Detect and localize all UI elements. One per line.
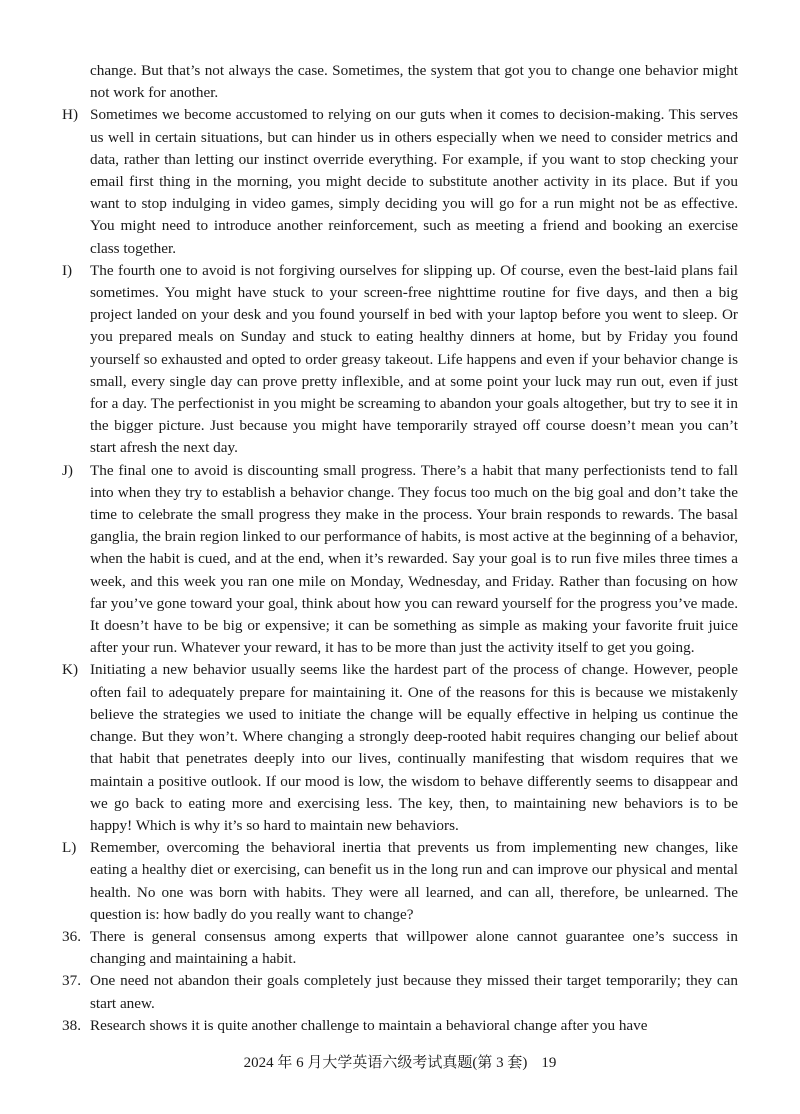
paragraph-text: Initiating a new behavior usually seems like the hardest part of the process of change. However, people often fail to adequately prepare for maintaining it. One of the reasons for this is because we mistakenly believe the strategies we used to initiate the change will be equally effective in helping us continue the change. But they won’t. Where changing a strongly deep-rooted habit requires changing our belief about that habit that penetrates deeply into our lives, continually manifesting that wisdom requires that we maintain a positive outlook. If our mood is low, the wisdom to behave differently seems to disappear and we go back to eating more and exercising less. The key, then, to maintaining new behaviors is to be happy! Which is why it’s so hard to maintain new behaviors. [90, 661, 738, 834]
paragraph-text: Sometimes we become accustomed to relying on our guts when it comes to decision-making. This serves us well in certain situations, but can hinder us in others especially when we need to consider metrics and data, rather than letting our instinct override everything. For example, if you want to stop checking your email first thing in the morning, you might decide to substitute another activity in its place. But if you want to stop indulging in video games, simply deciding you will go for a run might not be as effective. You might need to introduce another reinforcement, such as meeting a friend and booking an exercise class together. [90, 106, 738, 257]
paragraph-text: The final one to avoid is discounting small progress. There’s a habit that many perfectionists tend to fall into when they try to establish a behavior change. They focus too much on the big goal and don’t take the time to celebrate the small progress they make in the process. Your brain responds to rewards. The basal ganglia, the brain region linked to our performance of habits, is most active at the beginning of a behavior, when the habit is cued, and at the end, when it’s rewarded. Say your goal is to run five miles three times a week, and this week you ran one mile on Monday, Wednesday, and Friday. Rather than focusing on how far you’ve gone toward your goal, think about how you can reward yourself for the progress you’ve made. It doesn’t have to be big or expensive; it can be something as simple as making your favorite fruit juice after your run. Whatever your reward, it has to be more than just the activity itself to get you going. [90, 461, 738, 657]
paragraph-text: The fourth one to avoid is not forgiving ourselves for slipping up. Of course, even the best-laid plans fail sometimes. You might have stuck to your screen-free nighttime routine for five days, and then a big project landed on your desk and you found yourself in bed with your laptop before you went to sleep. Or you prepared meals on Sunday and stuck to eating healthy dinners at home, but by Friday you found yourself so exhausted and opted to order greasy takeout. Life happens and even if your behavior change is small, every single day can prove pretty inflexible, and at some point your luck may run out, even if just for a day. The perfectionist in you might be screaming to abandon your goals altogether, but try to see it in the bigger picture. Just because you might have temporarily strayed off course doesn’t mean you can’t start afresh the next day. [90, 261, 738, 457]
paragraph-label: J) [62, 461, 73, 479]
footer-title: 2024 年 6 月大学英语六级考试真题(第 3 套) [243, 1055, 528, 1071]
page-footer [0, 1051, 800, 1072]
question-text: Research shows it is quite another challenge to maintain a behavioral change after you have [90, 1016, 648, 1034]
page-number: 19 [541, 1055, 557, 1071]
question-number: 37. [62, 972, 81, 990]
paragraph-label: K) [62, 661, 79, 679]
paragraph-k [62, 659, 738, 837]
question-number: 36. [62, 927, 81, 945]
question-36 [62, 926, 738, 970]
question-text: There is general consensus among experts that willpower alone cannot guarantee one’s success in changing and maintaining a habit. [90, 927, 738, 968]
paragraph-text: Remember, overcoming the behavioral inertia that prevents us from implementing new changes, like eating a healthy diet or exercising, can benefit us in the long run and can improve our physical and mental health. No one was born with habits. They were all learned, and can all, therefore, be unlearned. The question is: how badly do you really want to change? [90, 839, 738, 923]
paragraph-label: I) [62, 261, 73, 279]
question-37 [62, 970, 738, 1014]
question-38 [62, 1015, 738, 1037]
passage-content [62, 60, 738, 1037]
paragraph-g-continuation: change. But that’s not always the case. Sometimes, the system that got you to change one behavior might not work for another. [90, 62, 738, 102]
paragraph-l [62, 837, 738, 926]
paragraph-label: H) [62, 106, 79, 124]
paragraph-j [62, 460, 738, 660]
paragraph-h [62, 104, 738, 259]
question-text: One need not abandon their goals completely just because they missed their target temporarily; they can start anew. [90, 972, 738, 1012]
paragraph-label: L) [62, 839, 77, 857]
question-number: 38. [62, 1016, 81, 1034]
paragraph-i [62, 260, 738, 460]
